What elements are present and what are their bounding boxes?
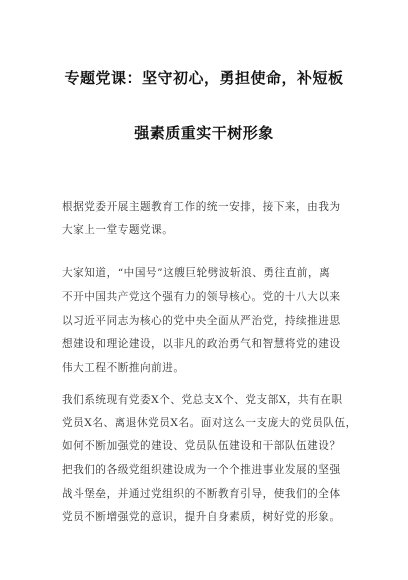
paragraph-line: 如何不断加强党的建设、党员队伍建设和干部队伍建设？ <box>62 440 341 452</box>
paragraph-line: 以习近平同志为核心的党中央全面从严治党，持续推进思 <box>62 315 341 327</box>
paragraph-line: 伟大工程不断推向前进。 <box>62 362 185 374</box>
paragraph-line: 我们系统现有党委X个、党总支X个、党支部X，共有在职 <box>62 394 343 406</box>
paragraph-line: 党员不断增强党的意识，提升自身素质，树好党的形象。 <box>62 511 341 523</box>
document-title-line-1: 专题党课：坚守初心，勇担使命，补短板 <box>64 69 344 87</box>
document-title-line-2: 强素质重实干树形象 <box>134 124 274 142</box>
paragraph-line: 想建设和理论建设，以非凡的政治勇气和智慧将党的建设 <box>62 338 341 350</box>
paragraph-line: 不开中国共产党这个强有力的领导核心。党的十八大以来 <box>62 291 341 303</box>
paragraph-line: 大家知道，“中国号”这艘巨轮劈波斩浪、勇往直前，离 <box>62 267 331 279</box>
paragraph-line: 把我们的各级党组织建设成为一个个推进事业发展的坚强 <box>62 464 341 476</box>
paragraph-line: 党员X名、离退休党员X名。面对这么一支庞大的党员队伍， <box>62 417 357 429</box>
paragraph-line: 大家上一堂专题党课。 <box>62 224 174 236</box>
paragraph-line: 战斗堡垒，并通过党组织的不断教育引导，使我们的全体 <box>62 488 341 500</box>
paragraph-line: 根据党委开展主题教育工作的统一安排，接下来，由我为 <box>62 201 341 213</box>
